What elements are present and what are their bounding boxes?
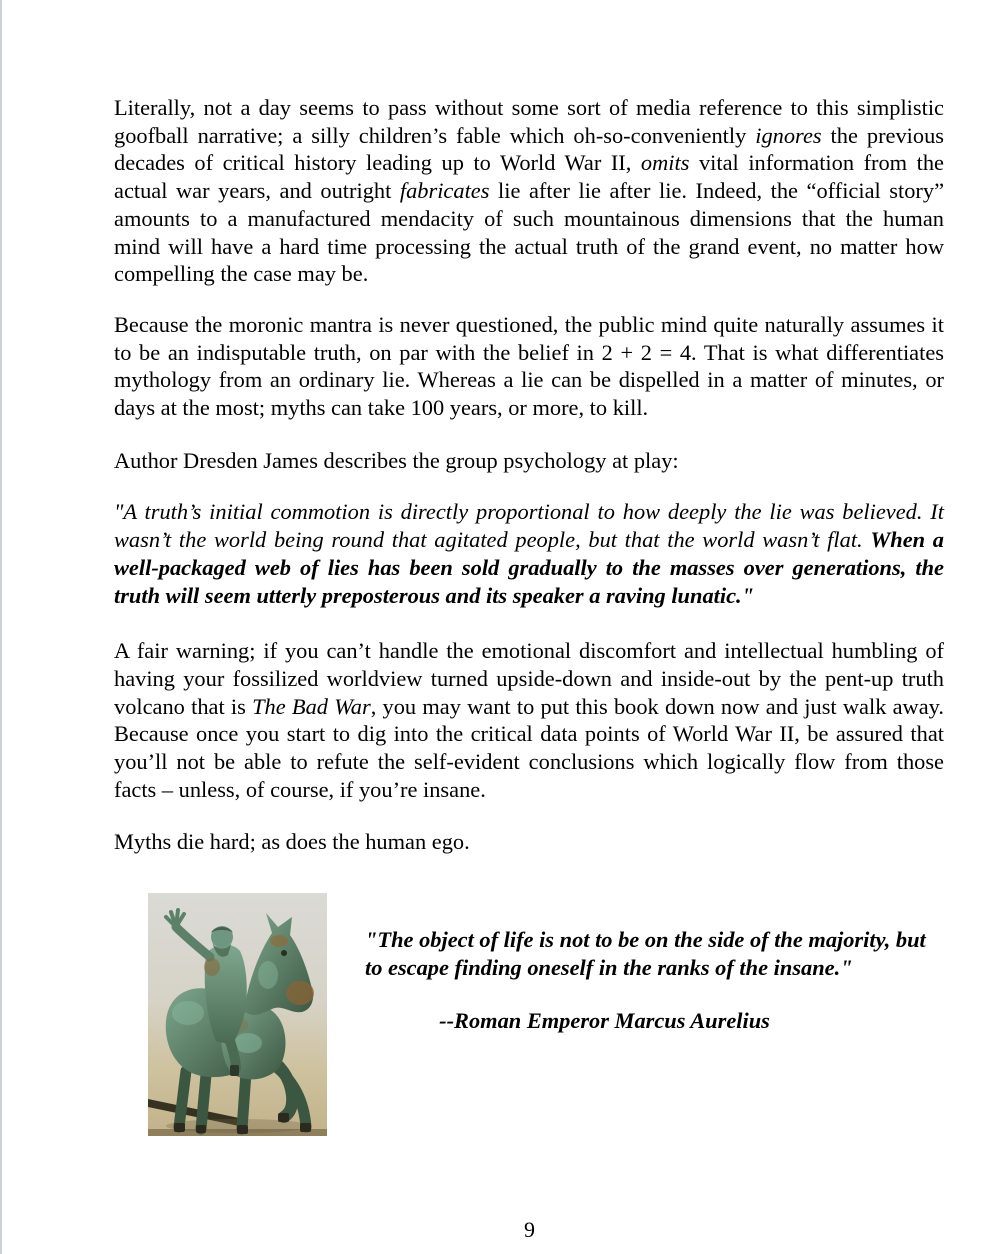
statue-illustration [148,893,327,1136]
page-content [2,0,1001,1136]
body-paragraph-moronic-mantra: Because the moronic mantra is never questioned, the public mind quite naturally assumes it to be an indisputable truth, on par with the belief in 2 + 2 = 4. That is what differentiates mythology from an ordinary lie. Whereas a lie can be dispelled in a matter of minutes, or days at the most; myths can take 100 years, or more, to kill. [114,311,944,421]
text-segment: the previous decades of critical history leading up to World War II, [114,122,944,176]
statue-and-quote-row [114,893,944,1136]
text-segment: ignores [755,122,822,148]
text-segment: fabricates [399,178,490,204]
aurelius-quote-text: "The object of life is not to be on the side of the majority, but to escape finding oneself in the ranks of the insane." [365,927,926,981]
dresden-james-quote [114,498,944,609]
text-segment: A fair warning; if you can’t handle the emotional discomfort and intellectual humbling of having your fossilized worldview turned upside-down and inside-out by the pent-up truth volcano that is [114,638,944,719]
page-number: 9 [524,1217,535,1242]
marcus-aurelius-statue-image [148,893,327,1136]
text-segment: omits [640,150,690,176]
body-paragraph-media-narrative [114,94,944,288]
text-segment: Literally, not a day seems to pass without some sort of media reference to this simplistic goofball narrative; a silly children’s fable which oh-so-conveniently [114,95,944,148]
text-segment: vital information from the actual war years, and outright [114,150,944,204]
text-segment: The Bad War [252,693,371,719]
body-paragraph-dresden-james-intro: Author Dresden James describes the group psychology at play: [114,447,679,473]
text-segment: "A truth’s initial commotion is directly proportional to how deeply the lie was believed. It wasn’t the world being round that agitated people, but that the world wasn’t flat. [114,499,944,553]
text-segment: lie after lie after lie. Indeed, the “official story” amounts to a manufactured mendacity of such mountainous dimensions that the human mind will have a hard time processing the actual truth of the grand event, no matter how compelling the case may be. [114,178,945,287]
aurelius-quote-block [365,893,944,1035]
text-segment: When a well-packaged web of lies has been sold gradually to the masses over generations, the truth will seem utterly preposterous and its speaker a raving lunatic." [114,527,944,608]
text-segment: , you may want to put this book down now and just walk away. Because once you start to dig into the critical data points of World War II, be assured that you’ll not be able to refute the self-evident conclusions which logically flow from those facts – unless, of course, if you’re insane. [114,693,944,802]
body-paragraph-fair-warning [114,637,944,803]
aurelius-quote-attribution: --Roman Emperor Marcus Aurelius [439,1008,770,1034]
body-paragraph-myths-die-hard: Myths die hard; as does the human ego. [114,829,470,855]
